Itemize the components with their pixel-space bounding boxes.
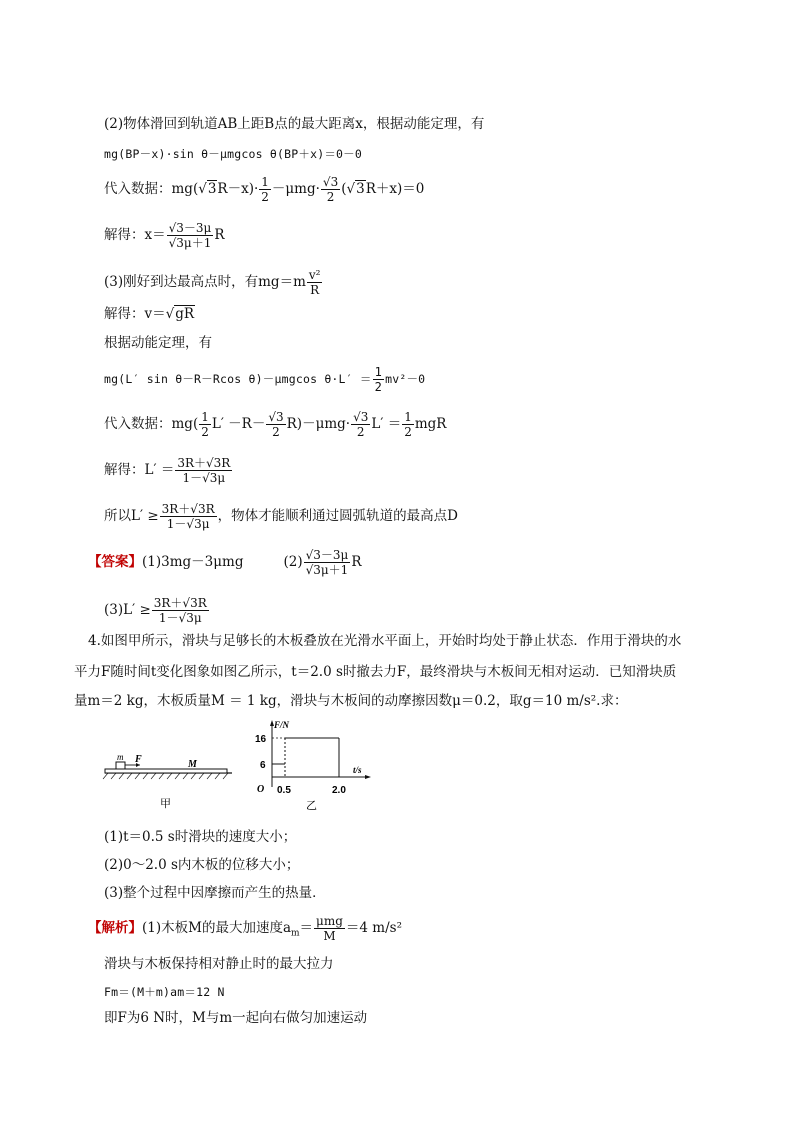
x-axis-label: t/s: [353, 765, 362, 775]
analysis-line-2: 滑块与木板保持相对静止时的最大拉力: [104, 956, 334, 972]
answer-tag: 【答案】: [88, 554, 142, 570]
fraction: $\frac{1}{2}$: [404, 410, 412, 439]
label-m: m: [117, 752, 124, 762]
line-energy-equation: mg(BP－x)·sin θ－μmgcos θ(BP＋x)＝0－0: [104, 147, 362, 161]
origin-label: O: [257, 784, 265, 795]
fraction: $\frac{\text{v²}}{R}$: [308, 268, 321, 297]
subquestion-2: (2)0～2.0 s内木板的位移大小；: [104, 857, 300, 873]
analysis-tag: 【解析】: [88, 920, 142, 936]
label-F: F: [135, 754, 142, 765]
q4-paragraph-line-1: 4.如图甲所示，滑块与足够长的木板叠放在光滑水平面上，开始时均处于静止状态．作用于滑块的水: [88, 633, 682, 649]
xtick-0.5: 0.5: [277, 785, 291, 796]
ytick-16: 16: [255, 734, 267, 745]
fraction: $\frac{√3}{2}$: [268, 410, 284, 439]
xtick-2.0: 2.0: [332, 785, 346, 796]
analysis-line-4: 即F为6 N时，M与m一起向右做匀加速运动: [104, 1010, 368, 1026]
line-part2-intro: (2)物体滑回到轨道AB上距B点的最大距离x，根据动能定理，有: [104, 116, 485, 132]
line-substitute-1: 代入数据：mg(√3R－x)· $\frac{1}{2}$ －μmg· $\frac{√3}{2}$ (√3R＋x)＝0: [104, 175, 425, 204]
fraction: $\frac{√3-3\mu}{√3\mu+1}$: [305, 548, 349, 577]
line-answer-3: (3)L′ ≥ $\frac{3R+√3R}{1-√3\mu}$: [104, 596, 207, 625]
fraction: $\frac{√3}{2}$: [322, 175, 339, 204]
subquestion-1: (1)t＝0.5 s时滑块的速度大小；: [104, 829, 297, 845]
ground-hatch: [103, 773, 228, 779]
figure-jia: [100, 745, 235, 820]
fraction: $\frac{3R+√3R}{1-√3\mu}$: [153, 596, 207, 625]
q4-paragraph-line-3: 量m＝2 kg，木板质量M ＝ 1 kg，滑块与木板间的动摩擦因数μ＝0.2，取g＝10 m/s².求：: [74, 693, 628, 709]
analysis-line-1: 【解析】(1)木板M的最大加速度$a_m=$ $\frac{\text{μmg}}{M}$ ＝4 m/s²: [88, 914, 402, 943]
block-m: [116, 762, 125, 769]
sqrt-symbol: √3: [346, 181, 365, 197]
fraction: $\frac{\text{μmg}}{M}$: [316, 914, 343, 943]
fraction: $\frac{1}{2}$: [374, 365, 383, 394]
sqrt-symbol: √3: [198, 181, 217, 197]
line-energy-equation-2: mg(L′ sin θ－R－Rcos θ)－μmgcos θ·L′ ＝ $\frac{1}{2}$ mv²－0: [104, 365, 426, 394]
sqrt-symbol: √gR: [165, 306, 195, 322]
line-part3-intro: (3)刚好到达最高点时，有mg＝m $\frac{\text{v²}}{R}$: [104, 268, 321, 297]
line-solution-v: 解得：v＝√gR: [104, 306, 195, 322]
ytick-6: 6: [260, 760, 266, 771]
y-axis-label: F/N: [274, 720, 290, 730]
analysis-line-3: Fm＝(M＋m)am＝12 N: [104, 985, 225, 999]
line-solution-L: 解得：L′ ＝ $\frac{3R+√3R}{1-√3\mu}$: [104, 456, 231, 485]
line-conclusion: 所以L′ ≥ $\frac{3R+√3R}{1-√3\mu}$ ，物体才能顺利通过圆弧轨道的最高点D: [104, 502, 458, 531]
fraction: $\frac{1}{2}$: [261, 175, 269, 204]
line-solution-x: 解得：x＝ $\frac{√3-3\mu}{√3\mu+1}$ R: [104, 221, 225, 250]
board-M: [105, 769, 227, 773]
fraction: $\frac{3R+√3R}{1-√3\mu}$: [177, 456, 231, 485]
fraction: $\frac{√3-3\mu}{√3\mu+1}$: [168, 221, 212, 250]
caption-yi: 乙: [306, 799, 317, 812]
label-M: M: [188, 759, 197, 770]
subquestion-3: (3)整个过程中因摩擦而产生的热量．: [104, 885, 326, 901]
caption-jia: 甲: [160, 797, 171, 810]
figure-yi: [250, 715, 375, 825]
fraction: $\frac{3R+√3R}{1-√3\mu}$: [161, 502, 215, 531]
line-substitute-2: 代入数据：mg( $\frac{1}{2}$ L′ －R－ $\frac{√3}{2}$ R)－μmg· $\frac{√3}{2}$ L′ ＝ $\frac{1}{2}$ mgR: [104, 410, 447, 439]
fraction: $\frac{√3}{2}$: [353, 410, 369, 439]
line-answer: 【答案】(1)3mg－3μmg (2) $\frac{√3-3\mu}{√3\mu+1}$ R: [88, 548, 362, 577]
line-energy-theorem: 根据动能定理，有: [104, 335, 212, 351]
fraction: $\frac{1}{2}$: [201, 410, 209, 439]
q4-paragraph-line-2: 平力F随时间t变化图象如图乙所示，t＝2.0 s时撤去力F，最终滑块与木板间无相对运动．已知滑块质: [74, 664, 677, 680]
